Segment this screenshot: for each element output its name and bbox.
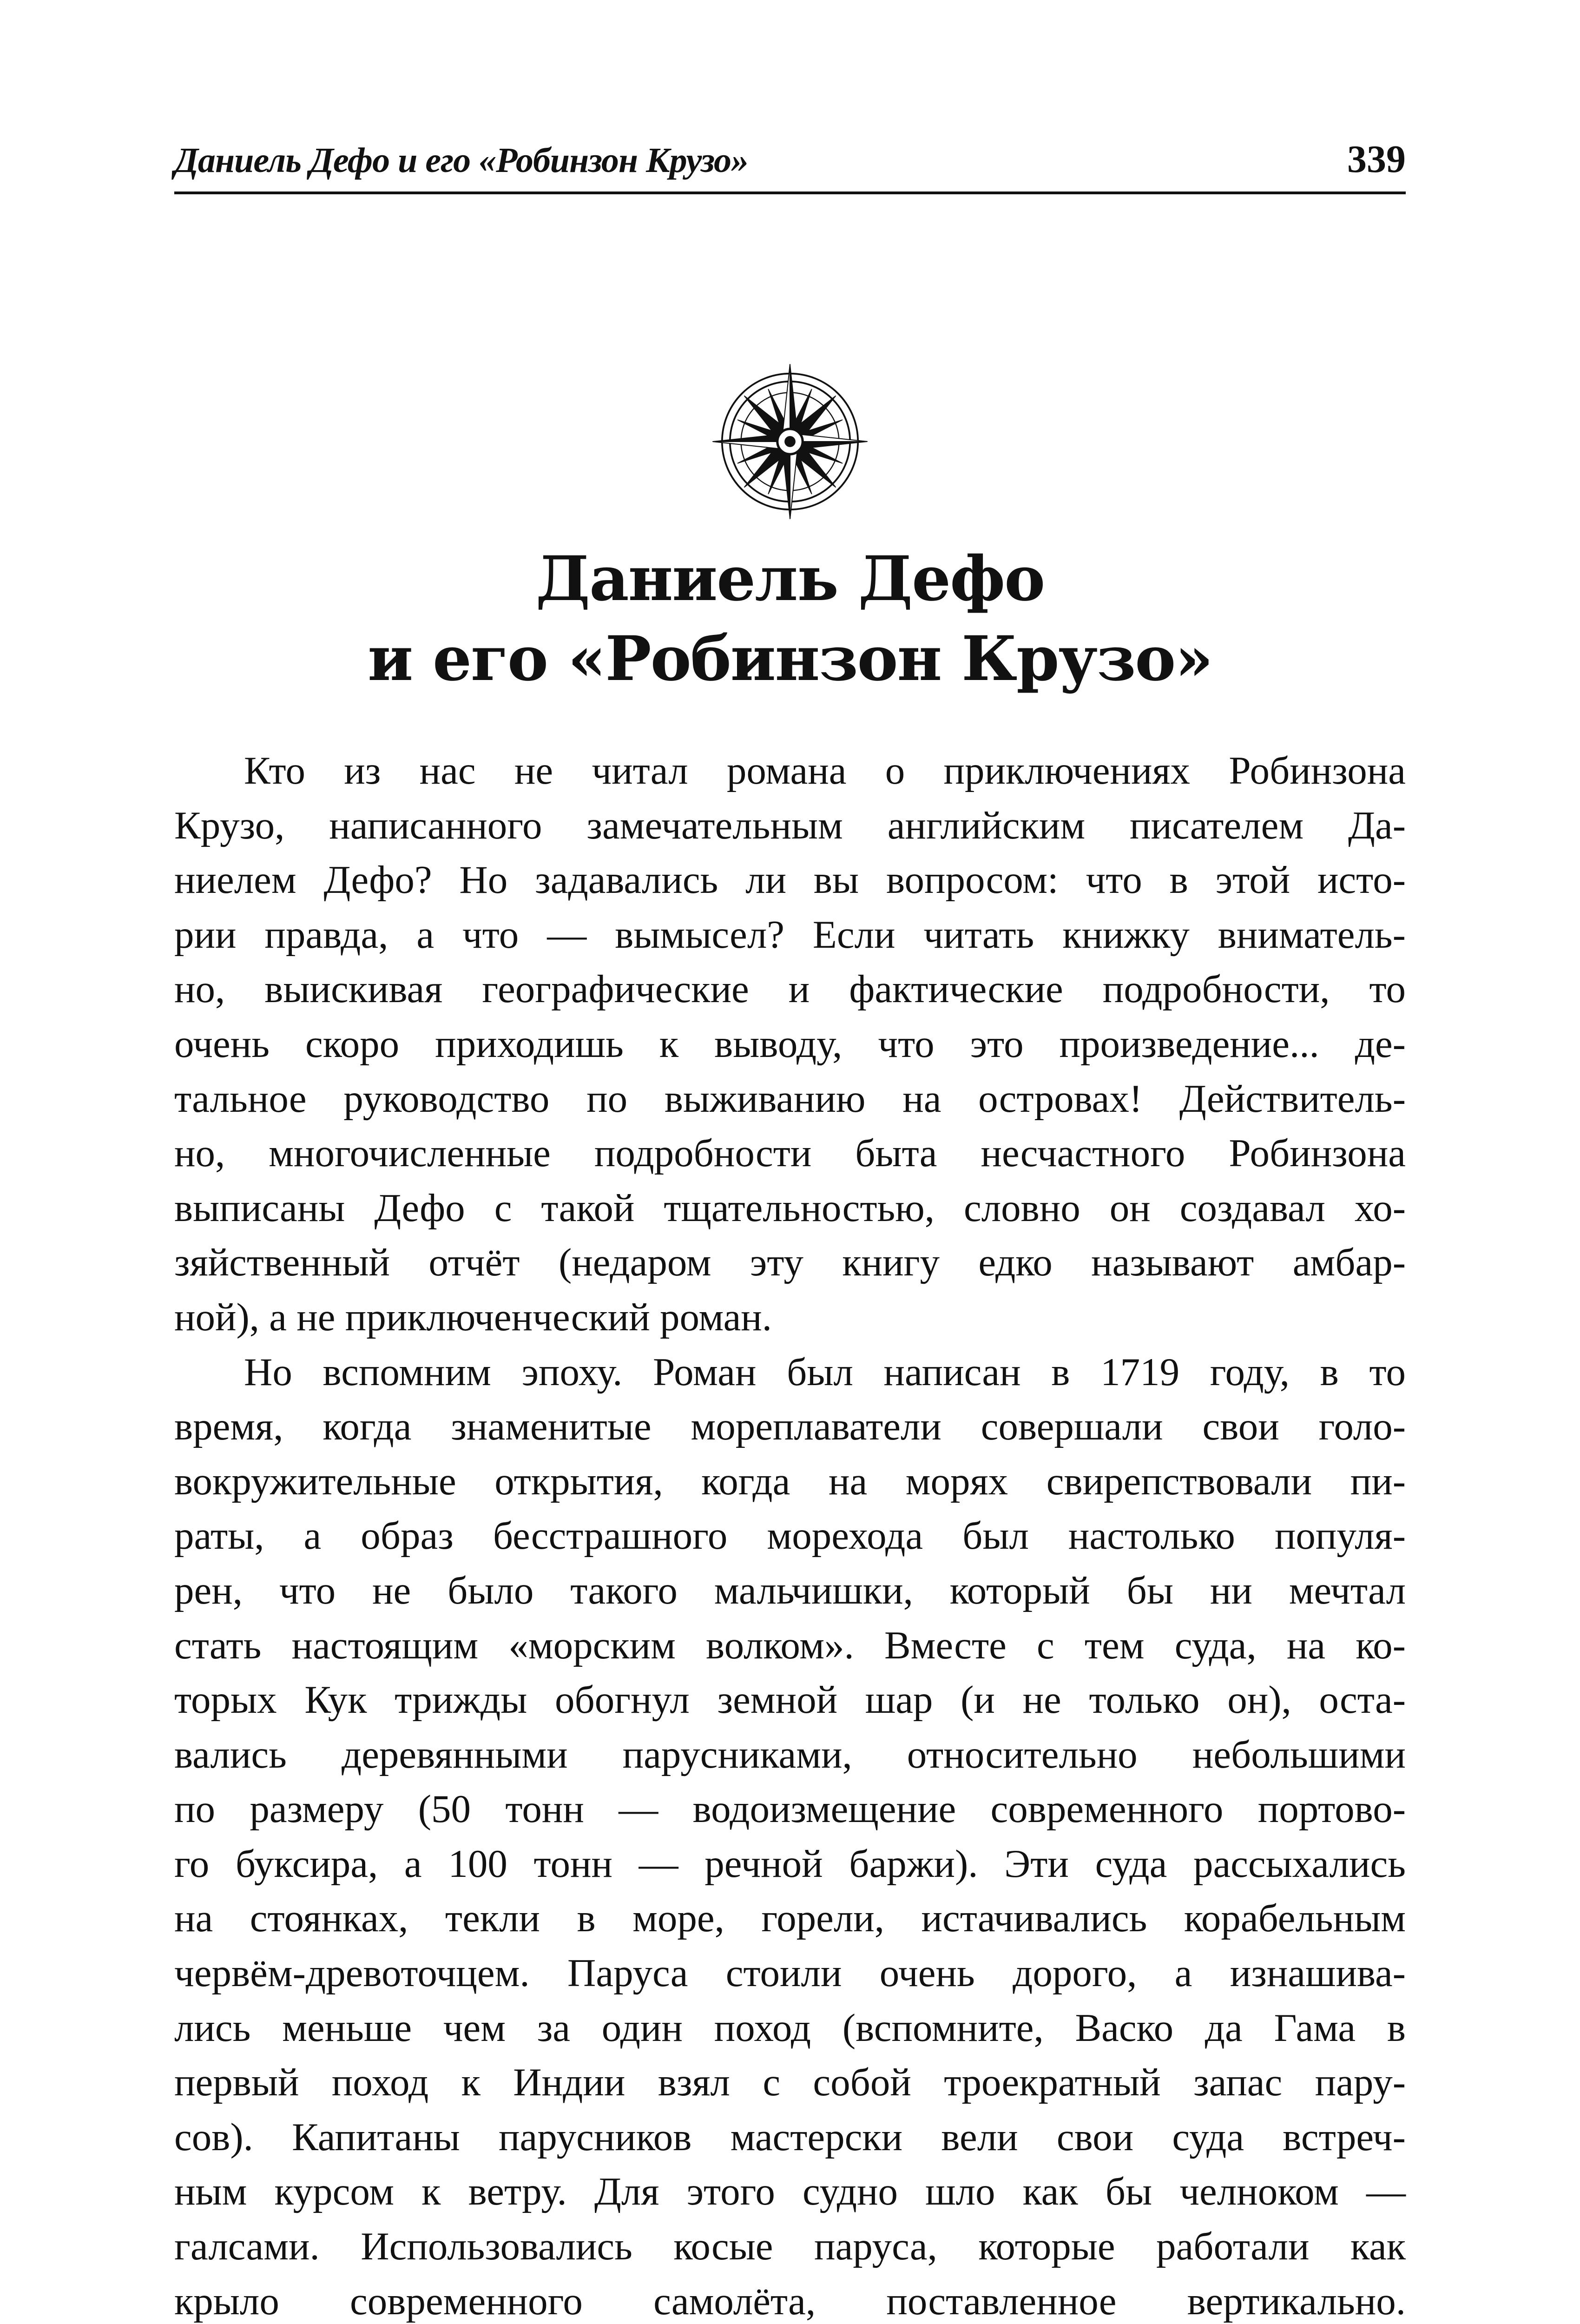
text-line: рии правда, а что — вымысел? Если читать книжку вниматель-: [174, 912, 1406, 957]
body-text: [174, 744, 1406, 2324]
text-line: зяйственный отчёт (недаром эту книгу едко называют амбар-: [174, 1241, 1406, 1285]
text-line: выписаны Дефо с такой тщательностью, словно он создавал хо-: [174, 1186, 1406, 1230]
text-line: ным курсом к ветру. Для этого судно шло как бы челноком —: [174, 2170, 1406, 2214]
text-line: раты, а образ бесстрашного морехода был настолько популя-: [174, 1514, 1406, 1558]
text-line: но, выискивая географические и фактические подробности, то: [174, 967, 1406, 1011]
text-line: крыло современного самолёта, поставленное вертикально.: [174, 2279, 1406, 2323]
text-line: Но вспомним эпоху. Роман был написан в 1719 году, в то: [244, 1350, 1406, 1394]
text-line: червём-древоточцем. Паруса стоили очень дорого, а изнашива-: [174, 1951, 1406, 1995]
text-line: сов). Капитаны парусников мастерски вели свои суда встреч-: [174, 2115, 1406, 2159]
chapter-title-line-2: и его «Робинзон Крузо»: [368, 623, 1212, 695]
text-line: очень скоро приходишь к выводу, что это произведение... де-: [174, 1022, 1406, 1066]
page-number: 339: [1347, 138, 1406, 181]
compass-rose-icon: [711, 363, 869, 521]
text-line: ной), а не приключенческий роман.: [174, 1295, 772, 1339]
text-line: Кто из нас не читал романа о приключениях Робинзона: [244, 749, 1406, 792]
text-line: но, многочисленные подробности быта несчастного Робинзона: [174, 1131, 1406, 1175]
text-line: тальное руководство по выживанию на островах! Действитель-: [174, 1076, 1406, 1121]
chapter-title: [174, 539, 1406, 699]
chapter-title-line-1: Даниель Дефо: [535, 543, 1045, 615]
text-line: го буксира, а 100 тонн — речной баржи). Эти суда рассыхались: [174, 1842, 1406, 1886]
text-line: на стоянках, текли в море, горели, истачивались корабельным: [174, 1896, 1406, 1941]
text-line: вокружительные открытия, когда на морях свирепствовали пи-: [174, 1459, 1406, 1503]
running-header: [174, 131, 1406, 194]
text-line: стать настоящим «морским волком». Вместе с тем суда, на ко-: [174, 1623, 1406, 1667]
text-line: первый поход к Индии взял с собой троекратный запас пару-: [174, 2060, 1406, 2105]
text-line: по размеру (50 тонн — водоизмещение современного портово-: [174, 1787, 1406, 1831]
text-line: ниелем Дефо? Но задавались ли вы вопросом: что в этой исто-: [174, 858, 1406, 902]
text-line: лись меньше чем за один поход (вспомните, Васко да Гама в: [174, 2006, 1406, 2050]
text-line: галсами. Использовались косые паруса, которые работали как: [174, 2225, 1406, 2269]
text-line: вались деревянными парусниками, относительно небольшими: [174, 1732, 1406, 1776]
text-line: торых Кук трижды обогнул земной шар (и не только он), оста-: [174, 1678, 1406, 1722]
running-title: Даниель Дефо и его «Робинзон Крузо»: [174, 141, 748, 180]
text-line: Крузо, написанного замечательным английским писателем Да-: [174, 803, 1406, 847]
text-line: время, когда знаменитые мореплаватели совершали свои голо-: [174, 1405, 1406, 1449]
text-line: рен, что не было такого мальчишки, который бы ни мечтал: [174, 1568, 1406, 1612]
